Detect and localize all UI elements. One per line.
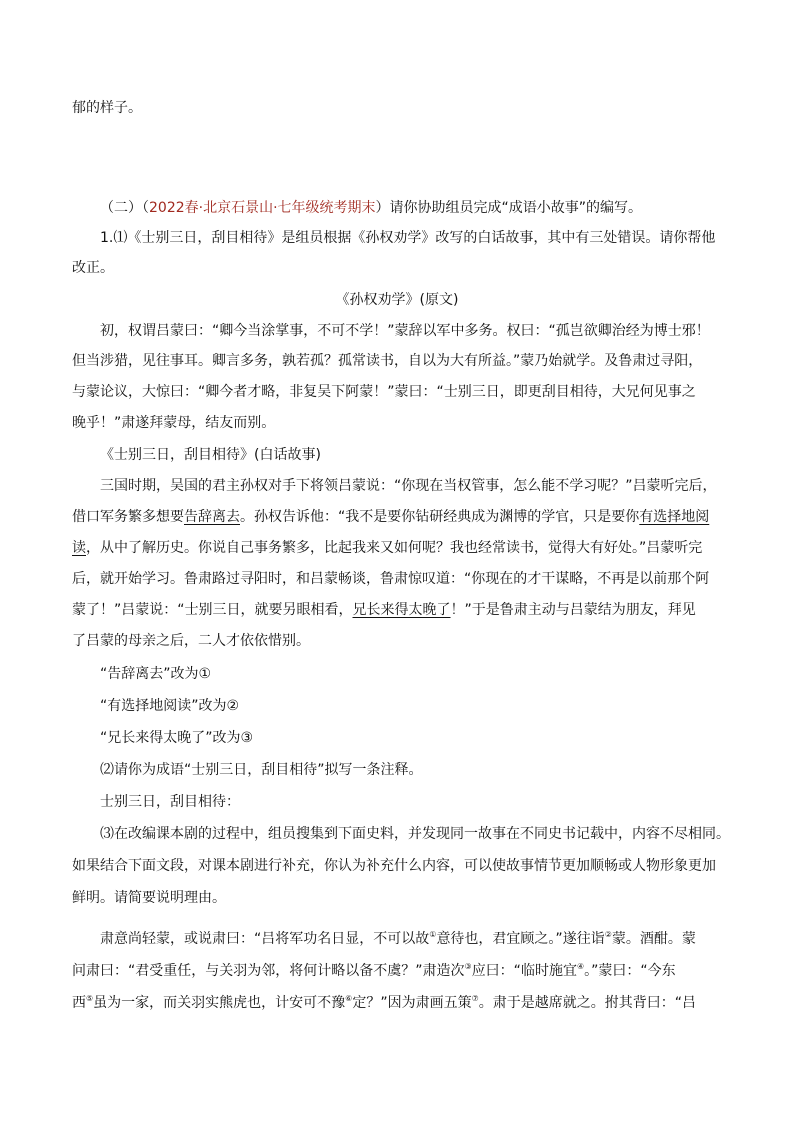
text-run: 虽为一家，而关羽实熊虎也，计安可不豫	[93, 995, 346, 1011]
question-3-line-3: 鲜明。请简要说明理由。	[72, 890, 226, 906]
original-title: 《孙权劝学》(原文)	[335, 292, 459, 308]
continuation-text: 郁的样子。	[72, 100, 142, 116]
footnote-marker: ④	[576, 962, 585, 971]
vernacular-line-1: 三国时期，吴国的君主孙权对手下将领吕蒙说：“你现在当权管事，怎么能不学习呢？”吕蒙听完后，	[100, 478, 717, 494]
text-run: 蒙。酒酣。蒙	[611, 931, 696, 947]
underlined-phrase-2: 有选择地阅	[639, 509, 710, 525]
text-run: 问肃曰：“君受重任，与关羽为邻，将何计略以备不虞？”肃造次	[72, 963, 465, 979]
question-1-line-1: 1.⑴《士别三日，刮目相待》是组员根据《孙权劝学》改写的白话故事，其中有三处错误。请你帮他	[100, 230, 716, 246]
footnote-marker: ⑥	[345, 994, 353, 1003]
section-prefix: （二）（	[100, 200, 149, 216]
answer-line-1: “告辞离去”改为①	[100, 666, 212, 682]
text-run: 定？”因为肃画五策	[352, 995, 472, 1011]
question-2-answer-label: 士别三日，刮目相待：	[100, 794, 240, 810]
text-run: 西	[72, 995, 86, 1011]
original-line-3: 与蒙论议，大惊曰：“卿今者才略，非复吴下阿蒙！”蒙曰：“士别三日，即更刮目相待，大兄何见事之	[72, 384, 696, 400]
vernacular-line-3	[72, 538, 702, 558]
vernacular-title: 《士别三日，刮目相待》(白话故事)	[100, 447, 321, 463]
original-line-4: 晚乎！”肃遂拜蒙母，结友而别。	[72, 415, 276, 431]
history-line-2	[72, 961, 676, 981]
answer-line-2: “有选择地阅读”改为②	[100, 698, 240, 714]
original-line-1: 初，权谓吕蒙曰：“卿今当涂掌事，不可不学！”蒙辞以军中多务。权曰：“孤岂欲卿治经为博士邪！	[100, 323, 710, 339]
footnote-marker: ②	[604, 930, 612, 939]
text-run: 借口军务繁多想要	[72, 509, 184, 525]
section-heading	[100, 198, 642, 218]
history-line-3	[72, 993, 696, 1013]
text-run: 应曰：“临时施宜	[471, 963, 577, 979]
footnote-marker: ⑦	[471, 994, 479, 1003]
underlined-phrase-2-end: 读	[72, 540, 86, 556]
text-run: ，从中了解历史。你说自己事务繁多，比起我来又如何呢？我也经常读书，觉得大有好处。”吕蒙听完	[86, 540, 703, 556]
history-line-1	[100, 929, 696, 949]
vernacular-line-2	[72, 507, 709, 527]
footnote-marker: ⑤	[86, 994, 94, 1003]
section-suffix: ）请你协助组员完成“成语小故事”的编写。	[375, 200, 643, 216]
footnote-marker: ③	[464, 962, 472, 971]
text-run: ！”于是鲁肃主动与吕蒙结为朋友，拜见	[450, 602, 696, 618]
footnote-marker: ①	[429, 930, 437, 939]
underlined-phrase-3: 兄长来得太晚了	[352, 602, 451, 618]
text-run: 意待也，君宜顾之。”遂往诣	[436, 931, 605, 947]
text-run: 。”蒙曰：“今东	[584, 963, 676, 979]
answer-line-3: “兄长来得太晚了”改为③	[100, 730, 254, 746]
underlined-phrase-1: 告辞离去	[184, 509, 240, 525]
text-run: 。肃于是越席就之。拊其背曰：“吕	[478, 995, 697, 1011]
vernacular-line-4: 后，就开始学习。鲁肃路过寻阳时，和吕蒙畅谈，鲁肃惊叹道：“你现在的才干谋略，不再是以前那个阿	[72, 571, 710, 587]
vernacular-line-6: 了吕蒙的母亲之后，二人才依依惜别。	[72, 633, 310, 649]
question-3-line-1: ⑶在改编课本剧的过程中，组员搜集到下面史料，并发现同一故事在不同史书记载中，内容不尽相同。	[100, 826, 730, 842]
original-line-2: 但当涉猎，见往事耳。卿言多务，孰若孤？孤常读书，自以为大有所益。”蒙乃始就学。及鲁肃过寻阳，	[72, 353, 703, 369]
source-tag: 2022春·北京石景山·七年级统考期末	[149, 200, 376, 216]
vernacular-line-5	[72, 600, 696, 620]
question-3-line-2: 如果结合下面文段，对课本剧进行补充，你认为补充什么内容，可以使故事情节更加顺畅或人物形象更加	[72, 858, 716, 874]
text-run: 肃意尚轻蒙，或说肃曰：“吕将军功名日显，不可以故	[100, 931, 430, 947]
text-run: 。孙权告诉他：“我不是要你钻研经典成为渊博的学官，只是要你	[240, 509, 640, 525]
text-run: 蒙了！”吕蒙说：“士别三日，就要另眼相看，	[72, 602, 353, 618]
question-2: ⑵请你为成语“士别三日，刮目相待”拟写一条注释。	[100, 762, 423, 778]
question-1-line-2: 改正。	[72, 260, 114, 276]
